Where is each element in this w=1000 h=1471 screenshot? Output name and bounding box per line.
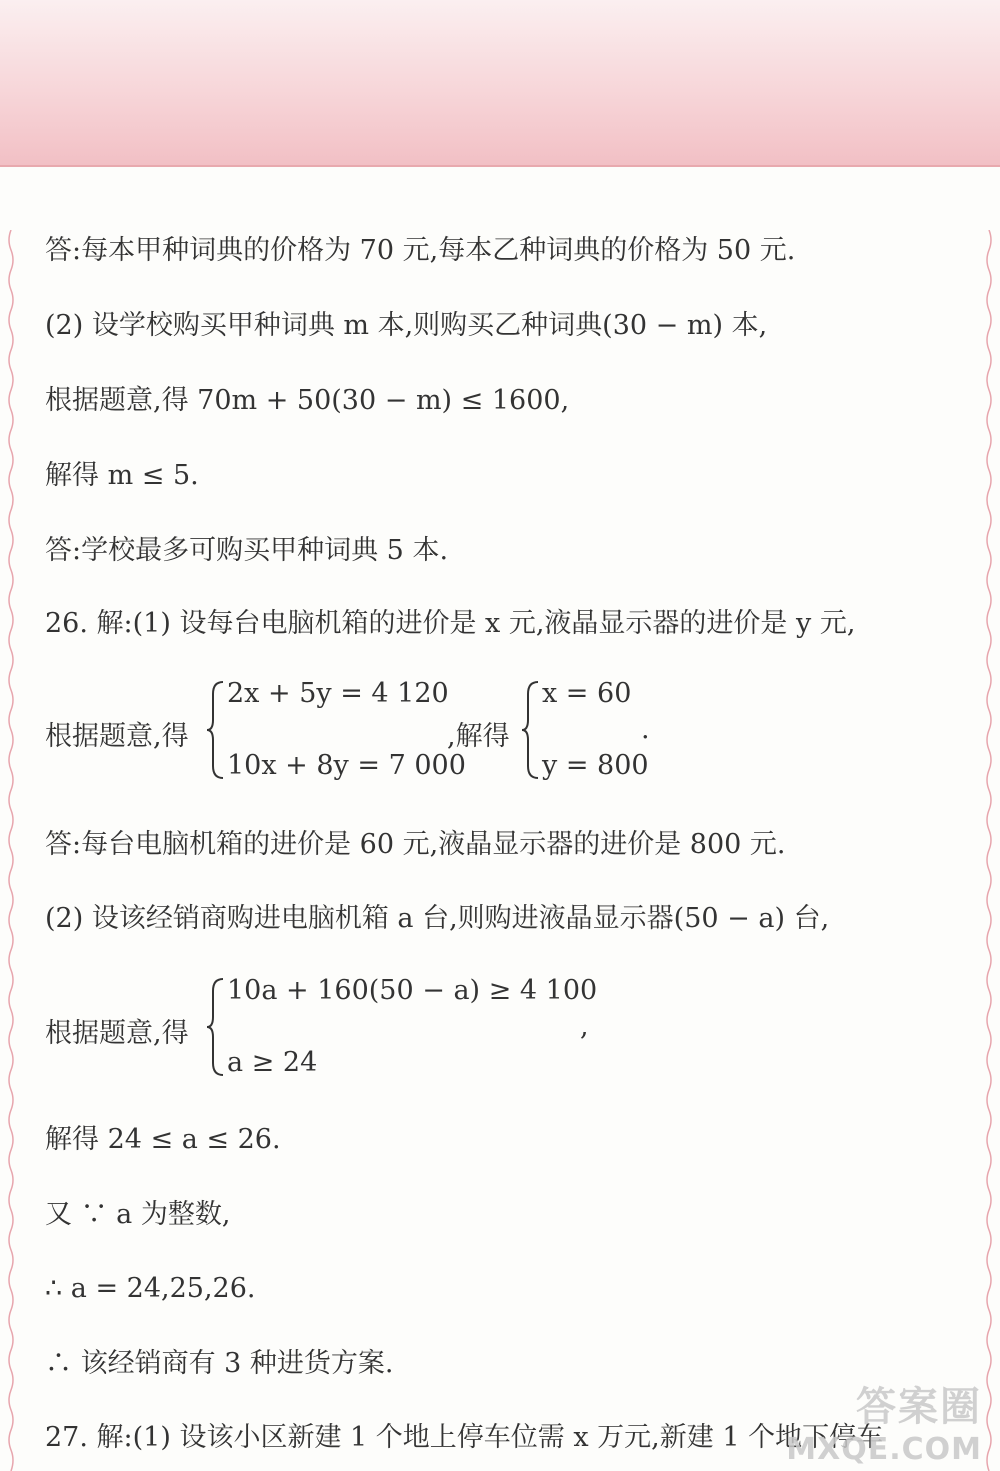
right-wavy-border [984,230,994,1471]
watermark-bottom: MXQE.COM [786,1432,982,1467]
answer-line-max: 答:学校最多可购买甲种词典 5 本. [45,535,449,566]
header-band [0,0,1000,167]
equation-system-1 [45,678,685,788]
system-2-inequality-2: a ≥ 24 [227,1047,318,1078]
problem-27-setup: 27. 解:(1) 设该小区新建 1 个地上停车位需 x 万元,新建 1 个地下停车 [45,1422,884,1453]
integer-line: 又 ∵ a 为整数, [45,1199,231,1230]
answer-line-prices: 答:每本甲种词典的价格为 70 元,每本乙种词典的价格为 50 元. [45,235,796,266]
conclusion-line: ∴ 该经销商有 3 种进货方案. [45,1348,394,1379]
inequality-line: 根据题意,得 70m + 50(30 − m) ≤ 1600, [45,385,570,416]
system-2-comma: , [580,1011,589,1042]
solution-y: y = 800 [542,750,649,781]
left-brace-icon [520,680,542,780]
watermark-top: 答案圈 [856,1384,982,1430]
system-1-label: 根据题意,得 [45,721,189,752]
system-2-inequality-1: 10a + 160(50 − a) ≥ 4 100 [227,975,598,1006]
system-1-equation-1: 2x + 5y = 4 120 [227,678,449,709]
values-line: ∴ a = 24,25,26. [45,1273,256,1304]
solution-x: x = 60 [542,678,632,709]
left-brace-icon [205,977,227,1077]
answer-line-26-1: 答:每台电脑机箱的进价是 60 元,液晶显示器的进价是 800 元. [45,829,786,860]
solution-line-a: 解得 24 ≤ a ≤ 26. [45,1124,281,1155]
inequality-system-2 [45,975,645,1085]
left-brace-icon [205,680,227,780]
solution-line-m: 解得 m ≤ 5. [45,460,199,491]
system-1-period: . [641,714,650,745]
setup-line-dictionary: (2) 设学校购买甲种词典 m 本,则购买乙种词典(30 − m) 本, [45,310,768,341]
system-2-label: 根据题意,得 [45,1018,189,1049]
left-wavy-border [6,230,16,1471]
watermark-logo [786,1375,982,1467]
setup-line-26-2: (2) 设该经销商购进电脑机箱 a 台,则购进液晶显示器(50 − a) 台, [45,903,830,934]
system-1-equation-2: 10x + 8y = 7 000 [227,750,466,781]
system-1-solve-label: ,解得 [447,721,510,752]
problem-26-setup: 26. 解:(1) 设每台电脑机箱的进价是 x 元,液晶显示器的进价是 y 元, [45,608,856,639]
